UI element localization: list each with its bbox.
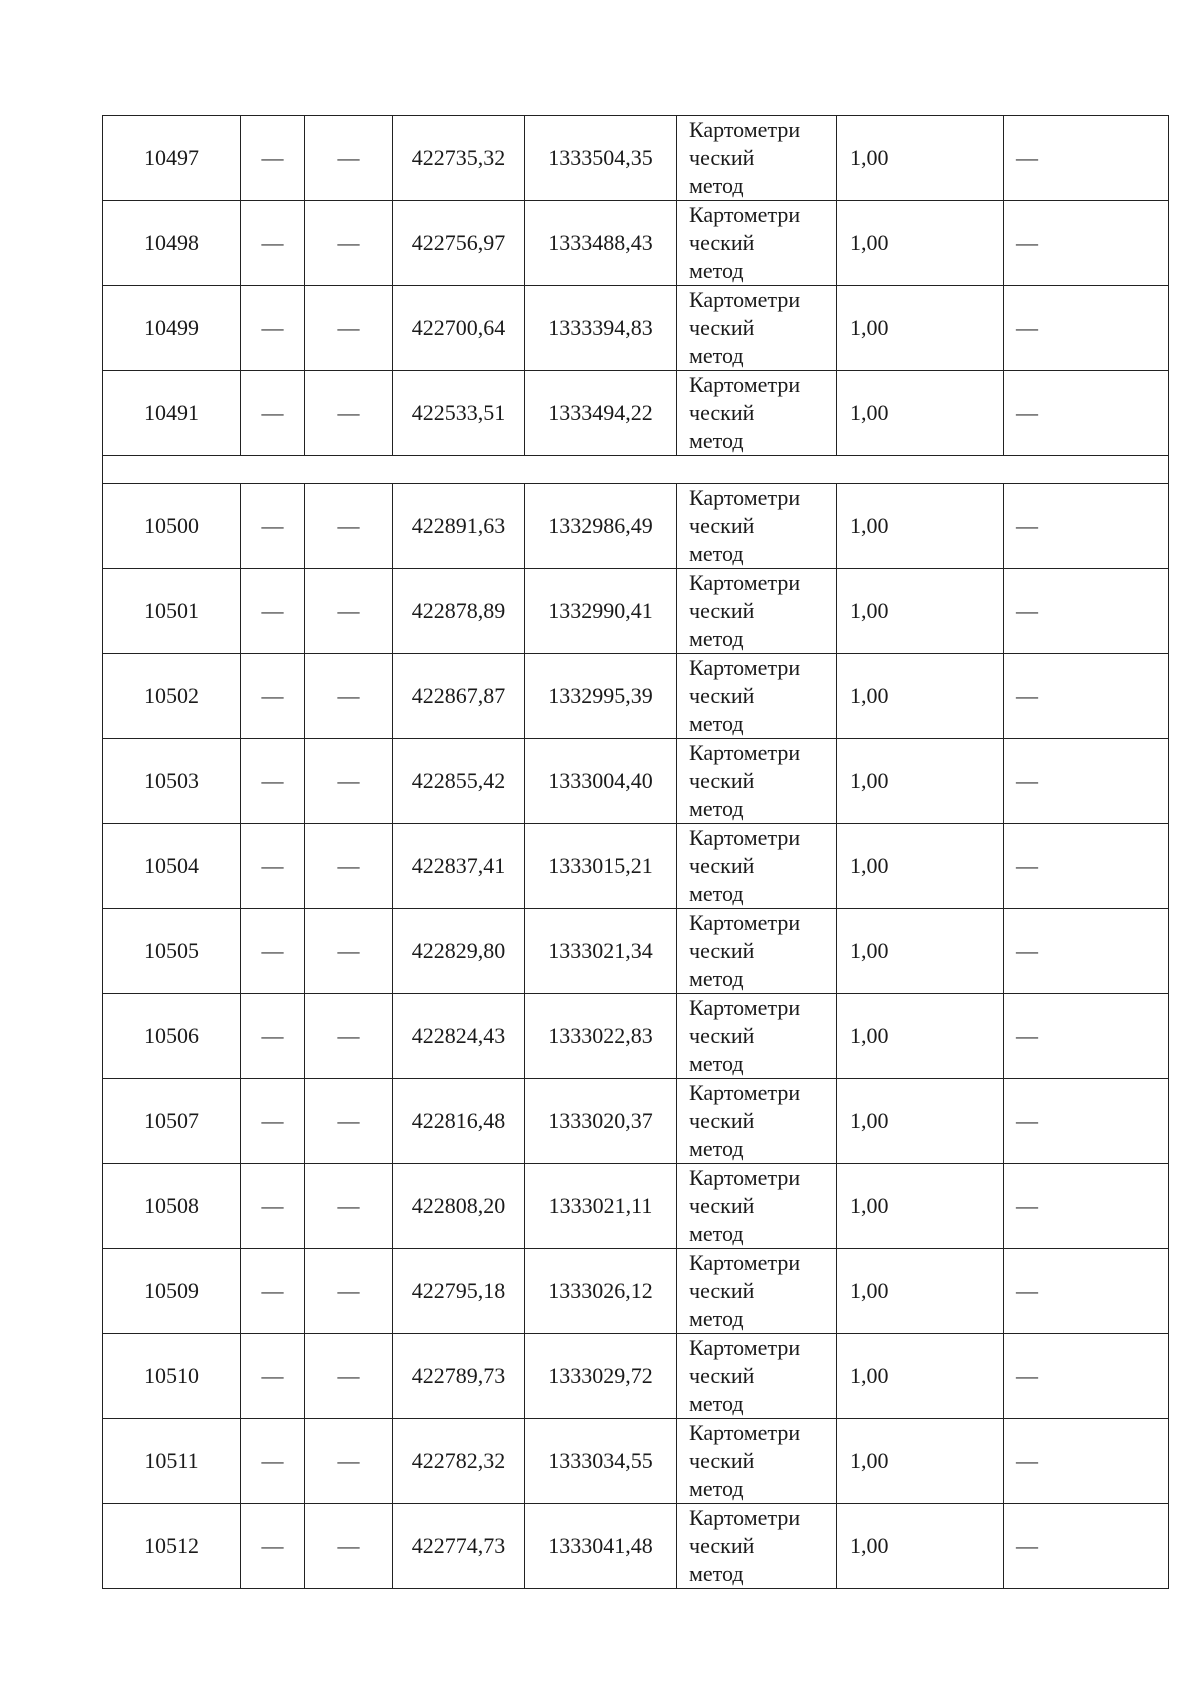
y-coordinate-cell: 1333034,55: [525, 1419, 677, 1504]
accuracy-cell: 1,00: [837, 654, 1004, 739]
x-coordinate-cell: 422774,73: [393, 1504, 525, 1589]
method-text-line: ческий: [689, 1278, 755, 1303]
empty-value-cell: —: [1004, 201, 1169, 286]
method-text-line: метод: [689, 1136, 744, 1161]
point-number-cell: 10499: [103, 286, 241, 371]
x-coordinate-cell: 422891,63: [393, 484, 525, 569]
table-row: [103, 116, 1169, 201]
method-text-line: ческий: [689, 1533, 755, 1558]
point-number-cell: 10504: [103, 824, 241, 909]
x-coordinate-cell: 422867,87: [393, 654, 525, 739]
empty-value-cell: —: [305, 1249, 393, 1334]
x-coordinate-cell: 422829,80: [393, 909, 525, 994]
accuracy-cell: 1,00: [837, 739, 1004, 824]
method-text-line: ческий: [689, 853, 755, 878]
empty-value-cell: —: [305, 116, 393, 201]
y-coordinate-cell: 1333494,22: [525, 371, 677, 456]
empty-value-cell: —: [241, 654, 305, 739]
y-coordinate-cell: 1333020,37: [525, 1079, 677, 1164]
empty-value-cell: —: [1004, 116, 1169, 201]
y-coordinate-cell: 1333022,83: [525, 994, 677, 1079]
table-row: [103, 824, 1169, 909]
method-text-line: метод: [689, 1561, 744, 1586]
coordinates-table: [102, 115, 1169, 1589]
table-row: [103, 1249, 1169, 1334]
table-row: [103, 1419, 1169, 1504]
method-text-line: ческий: [689, 598, 755, 623]
group-separator-row: [103, 456, 1169, 484]
empty-value-cell: —: [305, 1334, 393, 1419]
x-coordinate-cell: 422878,89: [393, 569, 525, 654]
table-row: [103, 286, 1169, 371]
empty-value-cell: —: [241, 116, 305, 201]
y-coordinate-cell: 1333026,12: [525, 1249, 677, 1334]
empty-value-cell: —: [1004, 824, 1169, 909]
method-text-line: метод: [689, 626, 744, 651]
empty-value-cell: —: [241, 1504, 305, 1589]
method-text-line: метод: [689, 796, 744, 821]
accuracy-cell: 1,00: [837, 994, 1004, 1079]
method-cell: [677, 824, 837, 909]
method-text-line: Картометри: [689, 1420, 801, 1445]
empty-value-cell: —: [1004, 909, 1169, 994]
y-coordinate-cell: 1333041,48: [525, 1504, 677, 1589]
method-cell: [677, 286, 837, 371]
empty-value-cell: —: [1004, 1164, 1169, 1249]
point-number-cell: 10497: [103, 116, 241, 201]
method-cell: [677, 1249, 837, 1334]
point-number-cell: 10501: [103, 569, 241, 654]
empty-value-cell: —: [1004, 569, 1169, 654]
empty-value-cell: —: [305, 654, 393, 739]
point-number-cell: 10511: [103, 1419, 241, 1504]
empty-value-cell: —: [1004, 739, 1169, 824]
method-text-line: ческий: [689, 768, 755, 793]
method-text-line: Картометри: [689, 910, 801, 935]
empty-value-cell: —: [1004, 286, 1169, 371]
x-coordinate-cell: 422837,41: [393, 824, 525, 909]
method-text-line: Картометри: [689, 1335, 801, 1360]
method-text-line: метод: [689, 428, 744, 453]
method-cell: [677, 371, 837, 456]
empty-value-cell: —: [241, 739, 305, 824]
accuracy-cell: 1,00: [837, 1504, 1004, 1589]
y-coordinate-cell: 1333504,35: [525, 116, 677, 201]
method-text-line: метод: [689, 1476, 744, 1501]
table-row: [103, 654, 1169, 739]
table-row: [103, 484, 1169, 569]
method-cell: [677, 1334, 837, 1419]
empty-value-cell: —: [305, 286, 393, 371]
empty-value-cell: —: [305, 909, 393, 994]
x-coordinate-cell: 422816,48: [393, 1079, 525, 1164]
method-text-line: метод: [689, 1391, 744, 1416]
accuracy-cell: 1,00: [837, 116, 1004, 201]
empty-value-cell: —: [1004, 371, 1169, 456]
empty-value-cell: —: [1004, 994, 1169, 1079]
method-text-line: ческий: [689, 230, 755, 255]
y-coordinate-cell: 1333004,40: [525, 739, 677, 824]
point-number-cell: 10510: [103, 1334, 241, 1419]
method-text-line: метод: [689, 881, 744, 906]
empty-value-cell: —: [241, 286, 305, 371]
x-coordinate-cell: 422824,43: [393, 994, 525, 1079]
method-text-line: ческий: [689, 1363, 755, 1388]
x-coordinate-cell: 422700,64: [393, 286, 525, 371]
point-number-cell: 10498: [103, 201, 241, 286]
empty-value-cell: —: [1004, 1419, 1169, 1504]
x-coordinate-cell: 422795,18: [393, 1249, 525, 1334]
empty-value-cell: —: [241, 484, 305, 569]
empty-value-cell: —: [305, 569, 393, 654]
method-text-line: метод: [689, 1051, 744, 1076]
empty-value-cell: —: [305, 739, 393, 824]
x-coordinate-cell: 422735,32: [393, 116, 525, 201]
method-text-line: Картометри: [689, 485, 801, 510]
x-coordinate-cell: 422789,73: [393, 1334, 525, 1419]
group-separator-cell: [103, 456, 1169, 484]
point-number-cell: 10505: [103, 909, 241, 994]
table-row: [103, 1164, 1169, 1249]
method-text-line: Картометри: [689, 1250, 801, 1275]
coordinates-table-body: [103, 116, 1169, 1589]
method-text-line: ческий: [689, 1108, 755, 1133]
method-cell: [677, 739, 837, 824]
y-coordinate-cell: 1332995,39: [525, 654, 677, 739]
table-row: [103, 201, 1169, 286]
accuracy-cell: 1,00: [837, 824, 1004, 909]
method-cell: [677, 654, 837, 739]
method-text-line: ческий: [689, 1448, 755, 1473]
method-text-line: метод: [689, 711, 744, 736]
method-text-line: Картометри: [689, 1080, 801, 1105]
empty-value-cell: —: [241, 1334, 305, 1419]
method-text-line: метод: [689, 258, 744, 283]
accuracy-cell: 1,00: [837, 1334, 1004, 1419]
empty-value-cell: —: [305, 1164, 393, 1249]
method-text-line: Картометри: [689, 740, 801, 765]
method-text-line: Картометри: [689, 372, 801, 397]
empty-value-cell: —: [305, 371, 393, 456]
y-coordinate-cell: 1333021,11: [525, 1164, 677, 1249]
y-coordinate-cell: 1333394,83: [525, 286, 677, 371]
empty-value-cell: —: [241, 1419, 305, 1504]
point-number-cell: 10503: [103, 739, 241, 824]
point-number-cell: 10502: [103, 654, 241, 739]
empty-value-cell: —: [305, 1504, 393, 1589]
empty-value-cell: —: [241, 371, 305, 456]
method-cell: [677, 484, 837, 569]
table-row: [103, 739, 1169, 824]
method-text-line: Картометри: [689, 202, 801, 227]
y-coordinate-cell: 1333029,72: [525, 1334, 677, 1419]
method-text-line: Картометри: [689, 570, 801, 595]
point-number-cell: 10491: [103, 371, 241, 456]
accuracy-cell: 1,00: [837, 371, 1004, 456]
accuracy-cell: 1,00: [837, 484, 1004, 569]
method-text-line: Картометри: [689, 287, 801, 312]
empty-value-cell: —: [1004, 654, 1169, 739]
empty-value-cell: —: [241, 201, 305, 286]
empty-value-cell: —: [241, 1249, 305, 1334]
method-cell: [677, 569, 837, 654]
method-text-line: Картометри: [689, 1165, 801, 1190]
method-text-line: Картометри: [689, 1505, 801, 1530]
method-text-line: ческий: [689, 513, 755, 538]
accuracy-cell: 1,00: [837, 1419, 1004, 1504]
empty-value-cell: —: [241, 909, 305, 994]
empty-value-cell: —: [305, 201, 393, 286]
empty-value-cell: —: [305, 994, 393, 1079]
table-row: [103, 371, 1169, 456]
point-number-cell: 10507: [103, 1079, 241, 1164]
empty-value-cell: —: [1004, 484, 1169, 569]
point-number-cell: 10506: [103, 994, 241, 1079]
point-number-cell: 10508: [103, 1164, 241, 1249]
method-text-line: ческий: [689, 400, 755, 425]
point-number-cell: 10512: [103, 1504, 241, 1589]
method-text-line: ческий: [689, 683, 755, 708]
y-coordinate-cell: 1332986,49: [525, 484, 677, 569]
method-text-line: метод: [689, 1306, 744, 1331]
accuracy-cell: 1,00: [837, 1249, 1004, 1334]
table-row: [103, 1079, 1169, 1164]
empty-value-cell: —: [305, 824, 393, 909]
x-coordinate-cell: 422756,97: [393, 201, 525, 286]
method-text-line: метод: [689, 173, 744, 198]
table-row: [103, 1504, 1169, 1589]
empty-value-cell: —: [1004, 1249, 1169, 1334]
method-text-line: ческий: [689, 1023, 755, 1048]
method-cell: [677, 116, 837, 201]
table-row: [103, 909, 1169, 994]
x-coordinate-cell: 422808,20: [393, 1164, 525, 1249]
empty-value-cell: —: [241, 569, 305, 654]
empty-value-cell: —: [241, 824, 305, 909]
table-row: [103, 569, 1169, 654]
accuracy-cell: 1,00: [837, 286, 1004, 371]
method-text-line: Картометри: [689, 655, 801, 680]
empty-value-cell: —: [1004, 1079, 1169, 1164]
point-number-cell: 10500: [103, 484, 241, 569]
empty-value-cell: —: [1004, 1504, 1169, 1589]
empty-value-cell: —: [1004, 1334, 1169, 1419]
method-cell: [677, 201, 837, 286]
method-text-line: метод: [689, 343, 744, 368]
empty-value-cell: —: [241, 1164, 305, 1249]
method-text-line: ческий: [689, 1193, 755, 1218]
table-row: [103, 994, 1169, 1079]
empty-value-cell: —: [241, 994, 305, 1079]
accuracy-cell: 1,00: [837, 569, 1004, 654]
method-text-line: Картометри: [689, 825, 801, 850]
accuracy-cell: 1,00: [837, 201, 1004, 286]
accuracy-cell: 1,00: [837, 909, 1004, 994]
method-text-line: метод: [689, 966, 744, 991]
y-coordinate-cell: 1333015,21: [525, 824, 677, 909]
method-text-line: ческий: [689, 315, 755, 340]
method-text-line: ческий: [689, 938, 755, 963]
empty-value-cell: —: [305, 484, 393, 569]
x-coordinate-cell: 422533,51: [393, 371, 525, 456]
empty-value-cell: —: [305, 1419, 393, 1504]
y-coordinate-cell: 1333488,43: [525, 201, 677, 286]
accuracy-cell: 1,00: [837, 1079, 1004, 1164]
y-coordinate-cell: 1333021,34: [525, 909, 677, 994]
empty-value-cell: —: [305, 1079, 393, 1164]
method-text-line: ческий: [689, 145, 755, 170]
method-cell: [677, 909, 837, 994]
accuracy-cell: 1,00: [837, 1164, 1004, 1249]
method-text-line: метод: [689, 541, 744, 566]
table-row: [103, 1334, 1169, 1419]
point-number-cell: 10509: [103, 1249, 241, 1334]
method-text-line: Картометри: [689, 117, 801, 142]
method-cell: [677, 1079, 837, 1164]
method-text-line: Картометри: [689, 995, 801, 1020]
method-cell: [677, 994, 837, 1079]
method-cell: [677, 1419, 837, 1504]
empty-value-cell: —: [241, 1079, 305, 1164]
x-coordinate-cell: 422855,42: [393, 739, 525, 824]
method-cell: [677, 1164, 837, 1249]
method-cell: [677, 1504, 837, 1589]
y-coordinate-cell: 1332990,41: [525, 569, 677, 654]
x-coordinate-cell: 422782,32: [393, 1419, 525, 1504]
method-text-line: метод: [689, 1221, 744, 1246]
